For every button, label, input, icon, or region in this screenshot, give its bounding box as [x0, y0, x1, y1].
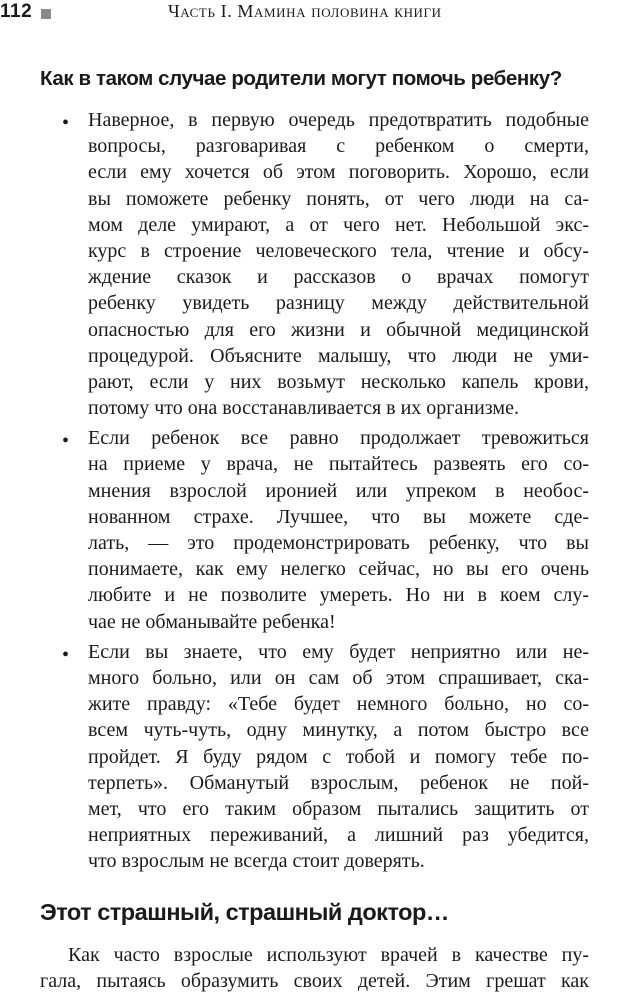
running-header [0, 0, 620, 30]
text-line: Если ребенок все равно продолжает тревожиться [88, 427, 589, 450]
text-line: чае не обманывайте ребенка! [88, 610, 336, 633]
text-line: Если вы знаете, что ему будет неприятно или не- [88, 640, 589, 663]
text-line: что взрослым не всегда стоит доверять. [88, 850, 425, 873]
text-line: неприятных переживаний, а лишний раз убедится, [88, 824, 589, 847]
text-line: рают, если у них возьмут несколько капель крови, [88, 370, 589, 393]
text-line: гала, пытаясь образумить своих детей. Этим грешат как [40, 970, 589, 993]
text-line: любите и не позволите умереть. Но ни в коем слу- [88, 584, 589, 607]
text-line: мет, что его таким образом пытались защитить от [88, 797, 589, 820]
text-line: курс в строение человеческого тела, чтение и обсу- [88, 239, 589, 262]
text-line: терпеть». Обманутый взрослым, ребенок не пой- [88, 771, 589, 794]
text-line: жите правду: «Тебе будет немного больно, но со- [88, 693, 589, 716]
running-title: Часть I. Мамина половина книги [168, 1, 442, 21]
square-marker-icon [41, 9, 51, 19]
bullet-item-2 [62, 425, 589, 635]
bullet-dot-icon: • [62, 112, 70, 134]
text-line: если ему хочется об этом поговорить. Хорошо, если [88, 161, 589, 184]
text-line: понимаете, как ему нелегко сейчас, но вы его очень [88, 558, 589, 581]
text-line: лать, — это продемонстрировать ребенку, что вы [88, 532, 589, 554]
text-line: много больно, или он сам об этом спрашивает, ска- [88, 666, 589, 689]
bullet-item-1 [62, 107, 589, 421]
text-line: потому что она восстанавливается в их организме. [88, 397, 519, 420]
text-line: ждение сказок и рассказов о врачах помогут [88, 266, 589, 289]
body-paragraph [40, 942, 589, 994]
text-line: Наверное, в первую очередь предотвратить подобные [88, 109, 589, 131]
bullet-dot-icon: • [62, 643, 70, 666]
text-line: на приеме у врача, не пытайтесь развеять его со- [88, 453, 589, 476]
text-line: вопросы, разговаривая с ребенком о смерти, [88, 135, 589, 158]
text-line: опасностью для его жизни и обычной медицинской [88, 318, 589, 341]
text-line: процедурой. Объясните малышу, что люди не уми- [88, 344, 589, 367]
bullet-list [62, 107, 589, 878]
bullet-item-3 [62, 639, 589, 875]
text-line: мнения взрослой иронией или упреком в необос- [88, 479, 589, 502]
text-line: мом деле умирают, а от чего нет. Небольшой экс- [88, 213, 589, 236]
page-number: 112 [0, 1, 33, 22]
bullet-dot-icon: • [62, 430, 70, 453]
section-title: Этот страшный, страшный доктор… [40, 899, 449, 925]
text-line: всем чуть-чуть, одну минутку, а потом быстро все [88, 719, 589, 742]
text-line: ребенку увидеть разницу между действительной [88, 292, 589, 315]
text-line: Как часто взрослые используют врачей в качестве пу- [68, 944, 589, 966]
text-line: пройдет. Я буду рядом с тобой и помогу тебе по- [88, 745, 589, 768]
text-line: нованном страхе. Лучшее, что вы можете сде- [88, 505, 589, 528]
text-line: вы поможете ребенку понять, от чего люди на са- [88, 187, 589, 210]
subheading: Как в таком случае родители могут помочь ребенку? [40, 67, 562, 90]
